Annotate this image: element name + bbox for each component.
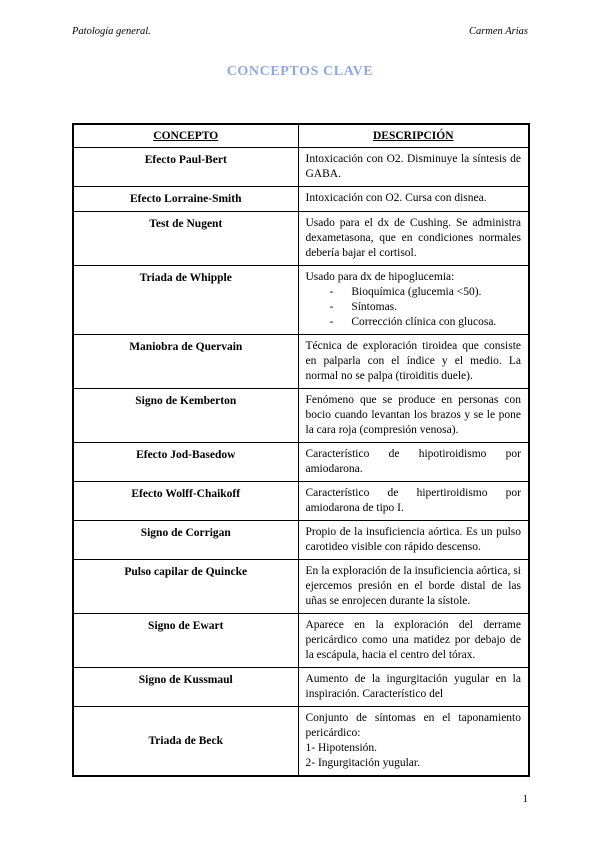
concept-label: Test de Nugent [149, 218, 223, 230]
description-cell [298, 187, 529, 212]
page-title: CONCEPTOS CLAVE [226, 64, 374, 79]
description-cell [298, 521, 529, 560]
concept-cell [73, 707, 298, 777]
table-row [73, 614, 529, 668]
table-row [73, 389, 529, 443]
description-text: Usado para dx de hipoglucemia: [305, 271, 455, 283]
table-row [73, 443, 529, 482]
description-text: Intoxicación con O2. Cursa con disnea. [305, 192, 487, 204]
concepts-table-body [73, 148, 529, 777]
concept-label: Signo de Ewart [148, 620, 224, 632]
description-text: Aumento de la ingurgitación yugular en la inspiración. Característico del [305, 673, 521, 700]
description-cell [298, 389, 529, 443]
description-text: 1- Hipotensión. [305, 742, 378, 754]
header-left-text: Patología general. [72, 26, 151, 37]
description-text: Característico de hipertiroidismo por amiodarona de tipo I. [305, 487, 521, 514]
concept-cell [73, 389, 298, 443]
concept-label: Maniobra de Quervain [129, 341, 243, 353]
dash-list-item [330, 315, 522, 330]
description-cell [298, 335, 529, 389]
dash-list-item [330, 285, 522, 300]
dash-list-item [330, 300, 522, 315]
concept-label: Signo de Corrigan [140, 527, 231, 539]
description-text: Propio de la insuficiencia aórtica. Es un pulso carotideo visible con rápido descenso. [305, 526, 521, 553]
dash-item-text: Corrección clínica con glucosa. [351, 316, 497, 328]
description-cell [298, 148, 529, 187]
description-cell [298, 212, 529, 266]
description-cell [298, 707, 529, 777]
concept-cell [73, 482, 298, 521]
concept-cell [73, 521, 298, 560]
concepts-table [72, 123, 530, 777]
concept-label: Efecto Wolff-Chaikoff [131, 488, 241, 500]
page-number: 1 [522, 793, 528, 805]
description-text: Conjunto de síntomas en el taponamiento pericárdico: [305, 712, 521, 739]
concept-cell [73, 560, 298, 614]
concept-cell [73, 266, 298, 335]
column-header-concepto: CONCEPTO [73, 124, 298, 148]
concept-label: Signo de Kussmaul [138, 674, 233, 686]
concept-cell [73, 148, 298, 187]
header-right-text: Carmen Arias [468, 26, 528, 37]
description-text: Característico de hipotiroidismo por amiodarona. [305, 448, 521, 475]
table-row [73, 707, 529, 777]
table-row [73, 266, 529, 335]
concept-cell [73, 614, 298, 668]
concept-cell [73, 187, 298, 212]
dash-item-text: Síntomas. [351, 301, 398, 313]
concept-label: Signo de Kemberton [135, 395, 237, 407]
concept-cell [73, 212, 298, 266]
description-cell [298, 266, 529, 335]
description-cell [298, 560, 529, 614]
table-row [73, 335, 529, 389]
description-text: Fenómeno que se produce en personas con bocio cuando levantan los brazos y se le pone la cara roja (compresión venosa). [305, 394, 521, 436]
dash-bullet: - [329, 286, 334, 298]
concept-label: Efecto Lorraine-Smith [130, 193, 242, 205]
description-cell [298, 482, 529, 521]
description-cell [298, 614, 529, 668]
table-row [73, 148, 529, 187]
concept-cell [73, 443, 298, 482]
document-header [72, 26, 528, 37]
description-text: Técnica de exploración tiroidea que consiste en palparla con el índice y el medio. La normal no se palpa (tiroiditis duele). [305, 340, 521, 382]
column-header-descripcion: DESCRIPCIÓN [298, 124, 529, 148]
description-text: Intoxicación con O2. Disminuye la síntesis de GABA. [305, 153, 521, 180]
dash-bullet: - [329, 316, 334, 328]
description-text: Usado para el dx de Cushing. Se administra dexametasona, que en condiciones normales debería bajar el cortisol. [305, 217, 521, 259]
description-cell [298, 668, 529, 707]
concept-cell [73, 668, 298, 707]
concept-label: Triada de Beck [148, 735, 224, 747]
concept-label: Efecto Paul-Bert [144, 154, 227, 166]
concept-label: Triada de Whipple [139, 272, 232, 284]
dash-bullet: - [329, 301, 334, 313]
table-row [73, 187, 529, 212]
table-row [73, 482, 529, 521]
table-row [73, 521, 529, 560]
description-cell [298, 443, 529, 482]
description-text: Aparece en la exploración del derrame pericárdico como una matidez por debajo de la escápula, hacia el centro del tórax. [305, 619, 521, 661]
table-row [73, 212, 529, 266]
concept-label: Pulso capilar de Quincke [124, 566, 248, 578]
concept-cell [73, 335, 298, 389]
description-text: En la exploración de la insuficiencia aórtica, si ejercemos presión en el borde distal de las uñas se enrojecen durante la sístole. [305, 565, 521, 607]
concept-label: Efecto Jod-Basedow [136, 449, 236, 461]
table-header-row [73, 124, 529, 148]
table-row [73, 560, 529, 614]
description-text: 2- Ingurgitación yugular. [305, 757, 420, 769]
dash-item-text: Bioquímica (glucemia <50). [351, 286, 482, 298]
table-row [73, 668, 529, 707]
